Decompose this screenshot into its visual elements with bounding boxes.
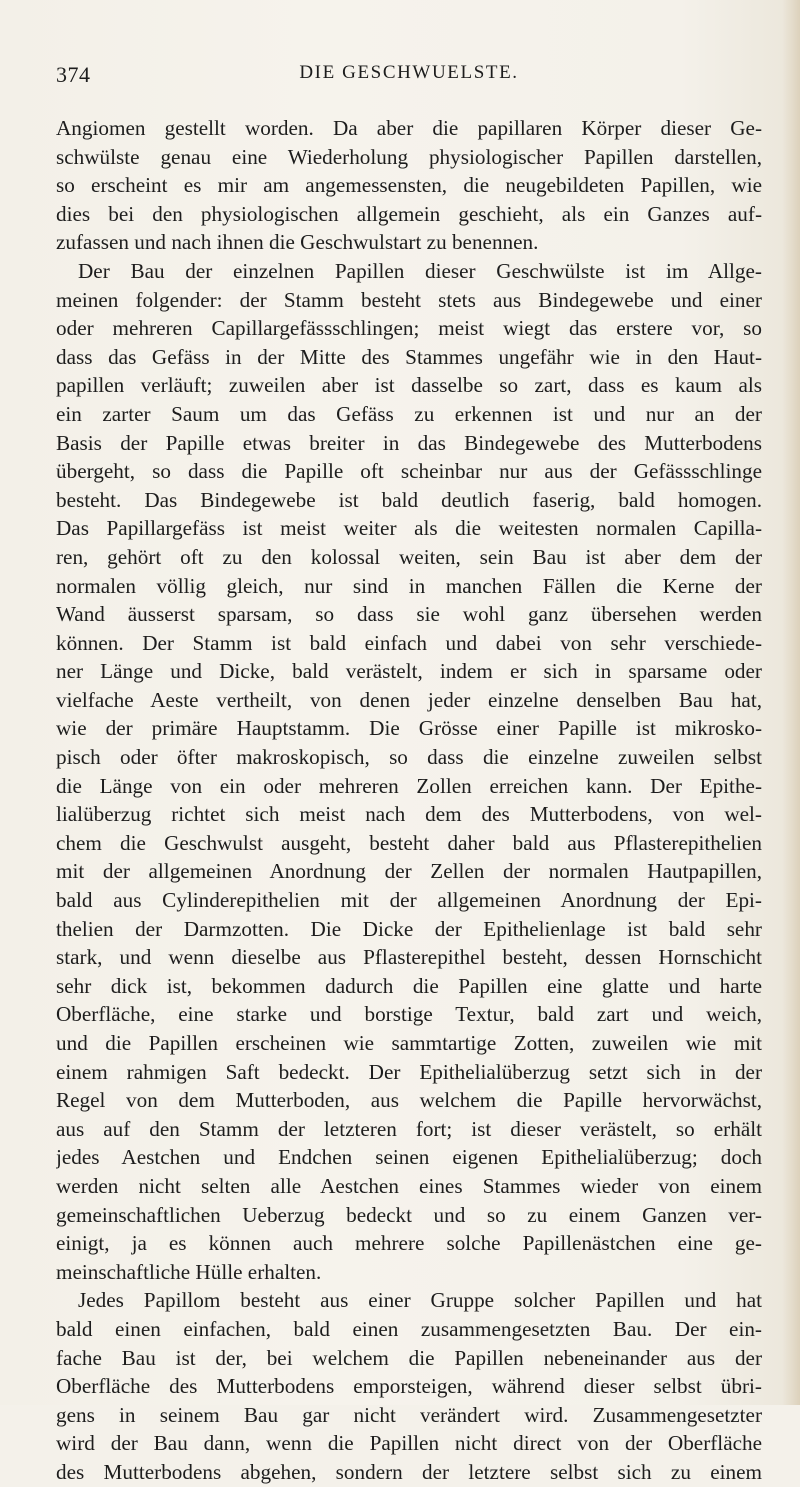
text-line: Oberfläche des Mutterbodens emporsteigen, während dieser selbst übri-: [56, 1374, 762, 1399]
text-line: chem die Geschwulst ausgeht, besteht daher bald aus Pflasterepithelien: [56, 830, 762, 855]
text-line: ein zarter Saum um das Gefäss zu erkennen ist und nur an der: [56, 401, 762, 426]
text-line: lialüberzug richtet sich meist nach dem des Mutterbodens, von wel-: [56, 802, 762, 827]
text-line: bald aus Cylinderepithelien mit der allgemeinen Anordnung der Epi-: [56, 888, 762, 913]
page-edge-shadow: [782, 0, 800, 1405]
text-line: ner Länge und Dicke, bald verästelt, indem er sich in sparsame oder: [56, 659, 762, 684]
text-line: und die Papillen erscheinen wie sammtartige Zotten, zuweilen wie mit: [56, 1031, 762, 1055]
text-line: die Länge von ein oder mehreren Zollen erreichen kann. Der Epithe-: [56, 773, 762, 798]
text-line: normalen völlig gleich, nur sind in manchen Fällen die Kerne der: [56, 573, 762, 598]
text-line: zufassen und nach ihnen die Geschwulstart zu benennen.: [56, 230, 539, 255]
text-line: meinen folgender: der Stamm besteht stets aus Bindegewebe und einer: [56, 287, 762, 312]
text-line: dass das Gefäss in der Mitte des Stammes ungefähr wie in den Haut-: [56, 344, 762, 369]
text-line: meinschaftliche Hülle erhalten.: [56, 1259, 322, 1284]
text-line: Jedes Papillom besteht aus einer Gruppe solcher Papillen und hat: [78, 1288, 762, 1313]
text-line: wird der Bau dann, wenn die Papillen nicht direct von der Oberfläche: [56, 1431, 762, 1456]
text-line: vielfache Aeste vertheilt, von denen jeder einzelne denselben Bau hat,: [56, 687, 762, 712]
text-line: bald einen einfachen, bald einen zusammengesetzten Bau. Der ein-: [56, 1316, 762, 1341]
text-line: Oberfläche, eine starke und borstige Textur, bald zart und weich,: [56, 1002, 762, 1027]
text-line: werden nicht selten alle Aestchen eines Stammes wieder von einem: [56, 1173, 762, 1198]
text-line: jedes Aestchen und Endchen seinen eigenen Epithelialüberzug; doch: [56, 1145, 762, 1170]
text-line: papillen verläuft; zuweilen aber ist dasselbe so zart, dass es kaum als: [56, 373, 762, 398]
page-number: 374: [56, 62, 91, 87]
text-line: gemeinschaftlichen Ueberzug bedeckt und so zu einem Ganzen ver-: [56, 1202, 762, 1227]
text-line: mit der allgemeinen Anordnung der Zellen der normalen Hautpapillen,: [56, 859, 762, 884]
body-text: [56, 114, 762, 1487]
text-line: Wand äusserst sparsam, so dass sie wohl ganz übersehen werden: [56, 602, 762, 627]
text-line: Basis der Papille etwas breiter in das Bindegewebe des Mutterbodens: [56, 430, 762, 455]
text-line: wie der primäre Hauptstamm. Die Grösse einer Papille ist mikrosko-: [56, 716, 762, 741]
text-line: oder mehreren Capillargefässschlingen; meist wiegt das erstere vor, so: [56, 316, 762, 341]
text-line: besteht. Das Bindegewebe ist bald deutlich faserig, bald homogen.: [56, 487, 762, 512]
text-line: einem rahmigen Saft bedeckt. Der Epithelialüberzug setzt sich in der: [56, 1059, 762, 1084]
text-line: so erscheint es mir am angemessensten, die neugebildeten Papillen, wie: [56, 173, 762, 198]
text-line: können. Der Stamm ist bald einfach und dabei von sehr verschiede-: [56, 630, 762, 655]
text-line: ren, gehört oft zu den kolossal weiten, sein Bau ist aber dem der: [56, 544, 762, 569]
text-line: Der Bau der einzelnen Papillen dieser Geschwülste ist im Allge-: [78, 258, 762, 283]
text-line: fache Bau ist der, bei welchem die Papillen nebeneinander aus der: [56, 1345, 762, 1370]
text-line: schwülste genau eine Wiederholung physiologischer Papillen darstellen,: [56, 144, 762, 169]
text-line: des Mutterbodens abgehen, sondern der letztere selbst sich zu einem: [56, 1459, 762, 1484]
text-line: pisch oder öfter makroskopisch, so dass die einzelne zuweilen selbst: [56, 745, 762, 770]
text-line: übergeht, so dass die Papille oft scheinbar nur aus der Gefässschlinge: [56, 459, 762, 484]
text-line: Regel von dem Mutterboden, aus welchem die Papille hervorwächst,: [56, 1088, 762, 1113]
text-line: aus auf den Stamm der letzteren fort; ist dieser verästelt, so erhält: [56, 1116, 762, 1141]
text-line: stark, und wenn dieselbe aus Pflasterepithel besteht, dessen Hornschicht: [56, 945, 762, 970]
running-title: DIE GESCHWUELSTE.: [299, 62, 519, 83]
text-line: Das Papillargefäss ist meist weiter als die weitesten normalen Capilla-: [56, 516, 762, 541]
text-line: thelien der Darmzotten. Die Dicke der Epithelienlage ist bald sehr: [56, 916, 762, 941]
text-line: sehr dick ist, bekommen dadurch die Papillen eine glatte und harte: [56, 973, 762, 998]
text-line: einigt, ja es können auch mehrere solche Papillenästchen eine ge-: [56, 1231, 762, 1256]
text-line: gens in seinem Bau gar nicht verändert wird. Zusammengesetzter: [56, 1402, 762, 1427]
text-line: dies bei den physiologischen allgemein geschieht, als ein Ganzes auf-: [56, 201, 762, 226]
page-header: [56, 62, 762, 92]
text-line: Angiomen gestellt worden. Da aber die papillaren Körper dieser Ge-: [56, 116, 762, 140]
